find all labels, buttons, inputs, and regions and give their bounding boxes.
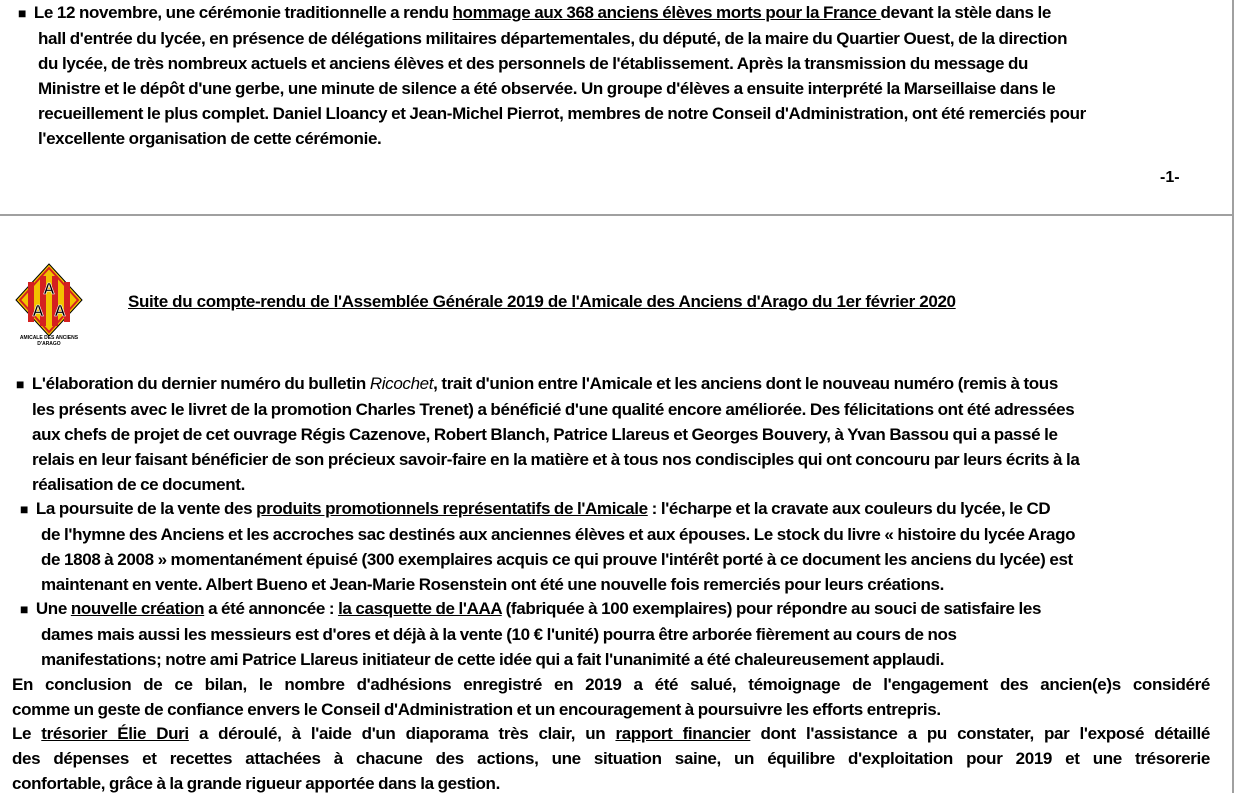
page-break-divider (0, 214, 1234, 216)
products-paragraph (20, 496, 1220, 597)
cap-line-1: ■ Une nouvelle création a été annoncée : la casquette de l'AAA (fabriquée à 100 exemplaires) pour répondre au souci de satisfaire les (20, 596, 1220, 622)
financial-report-link: rapport financier (615, 724, 751, 743)
memorial-link: hommage aux 368 anciens élèves morts pour la France (452, 3, 881, 22)
aaa-cap-link: la casquette de l'AAA (338, 599, 502, 618)
cap-paragraph (20, 596, 1220, 672)
conclusion-line-1: En conclusion de ce bilan, le nombre d'adhésions enregistré en 2019 a été salué, témoignage de l'engagement des ancien(e)s considéré (12, 675, 1210, 694)
treasurer-line-2: des dépenses et recettes attachées à chacune des actions, une situation saine, un équilibre d'exploitation pour 2019 et une trésorerie (12, 749, 1210, 768)
products-line-4: maintenant en vente. Albert Bueno et Jean-Marie Rosenstein ont été une nouvelle fois remerciés pour leurs créations. (41, 575, 945, 594)
bulletin-line-5: réalisation de ce document. (32, 475, 245, 494)
logo-letter-left: A (32, 303, 44, 320)
treasurer-name-link: trésorier Élie Duri (41, 724, 189, 743)
ricochet-title: Ricochet (369, 374, 434, 393)
ceremony-line-6: l'excellente organisation de cette cérémonie. (38, 129, 382, 148)
products-line-2: de l'hymne des Anciens et les accroches sac destinés aux anciennes élèves et aux épouses. Le stock du livre « histoire du lycée Arago (41, 525, 1076, 544)
logo-caption: AMICALE DES ANCIENS D'ARAGO (19, 335, 79, 347)
treasurer-line-3: confortable, grâce à la grande rigueur apportée dans la gestion. (12, 774, 500, 793)
bullet-icon: ■ (18, 5, 27, 21)
bulletin-paragraph (16, 371, 1216, 497)
ceremony-line-2: hall d'entrée du lycée, en présence de délégations militaires départementales, du député, de la maire du Quartier Ouest, de la direction (38, 29, 1068, 48)
bulletin-line-1: ■ L'élaboration du dernier numéro du bulletin Ricochet, trait d'union entre l'Amicale et les anciens dont le nouveau numéro (remis à tous (16, 371, 1216, 397)
ceremony-line-1: ■ Le 12 novembre, une cérémonie traditionnelle a rendu hommage aux 368 anciens élèves morts pour la France devant la stèle dans le (18, 0, 1218, 26)
bulletin-line-2: les présents avec le livret de la promotion Charles Trenet) a bénéficié d'une qualité encore améliorée. Des félicitations ont été adressées (32, 400, 1075, 419)
new-creation-link: nouvelle création (70, 599, 205, 618)
bullet-icon: ■ (20, 501, 29, 517)
bulletin-line-3: aux chefs de projet de cet ouvrage Régis Cazenove, Robert Blanch, Patrice Llareus et Georges Bouvery, à Yvan Bassou qui a passé le (32, 425, 1058, 444)
ceremony-paragraph (18, 0, 1218, 151)
page-number: -1- (1160, 169, 1180, 186)
ceremony-line-4: Ministre et le dépôt d'une gerbe, une minute de silence a été observée. Un groupe d'élèves a ensuite interprété la Marseillaise dans le (38, 79, 1056, 98)
conclusion-paragraph (12, 672, 1210, 722)
products-line-3: de 1808 à 2008 » momentanément épuisé (300 exemplaires acquis ce qui prouve l'intérêt porté à ce document les anciens du lycée) est (41, 550, 1073, 569)
logo-letter-right: A (54, 303, 66, 320)
logo-letter-top: A (43, 281, 55, 298)
treasurer-line-1: Le trésorier Élie Duri a déroulé, à l'aide d'un diaporama très clair, un rapport financier dont l'assistance a pu constater, par l'exposé détaillé (12, 724, 1210, 743)
treasurer-paragraph (12, 721, 1210, 793)
document-title: Suite du compte-rendu de l'Assemblée Générale 2019 de l'Amicale des Anciens d'Arago du 1er février 2020 (128, 292, 956, 311)
ceremony-line-3: du lycée, de très nombreux actuels et anciens élèves et des personnels de l'établissement. Après la transmission du message du (38, 54, 1029, 73)
conclusion-line-2: comme un geste de confiance envers le Conseil d'Administration et un encouragement à poursuivre les efforts entrepris. (12, 700, 941, 719)
bullet-icon: ■ (20, 601, 29, 617)
cap-line-2: dames mais aussi les messieurs est d'ores et déjà à la vente (10 € l'unité) pourra être arborée fièrement au cours de nos (41, 625, 957, 644)
ceremony-line-5: recueillement le plus complet. Daniel Lloancy et Jean-Michel Pierrot, membres de notre Conseil d'Administration, ont été remerciés pour (38, 104, 1086, 123)
bullet-icon: ■ (16, 376, 25, 392)
products-line-1: ■ La poursuite de la vente des produits promotionnels représentatifs de l'Amicale : l'écharpe et la cravate aux couleurs du lycée, le CD (20, 496, 1220, 522)
promo-products-link: produits promotionnels représentatifs de l'Amicale (256, 499, 648, 518)
cap-line-3: manifestations; notre ami Patrice Llareus initiateur de cette idée qui a fait l'unanimité a été chaleureusement applaudi. (41, 650, 945, 669)
bulletin-line-4: relais en leur faisant bénéficier de son précieux savoir-faire en la matière et à tous nos condisciples qui ont concouru par leurs écrits à la (32, 450, 1080, 469)
